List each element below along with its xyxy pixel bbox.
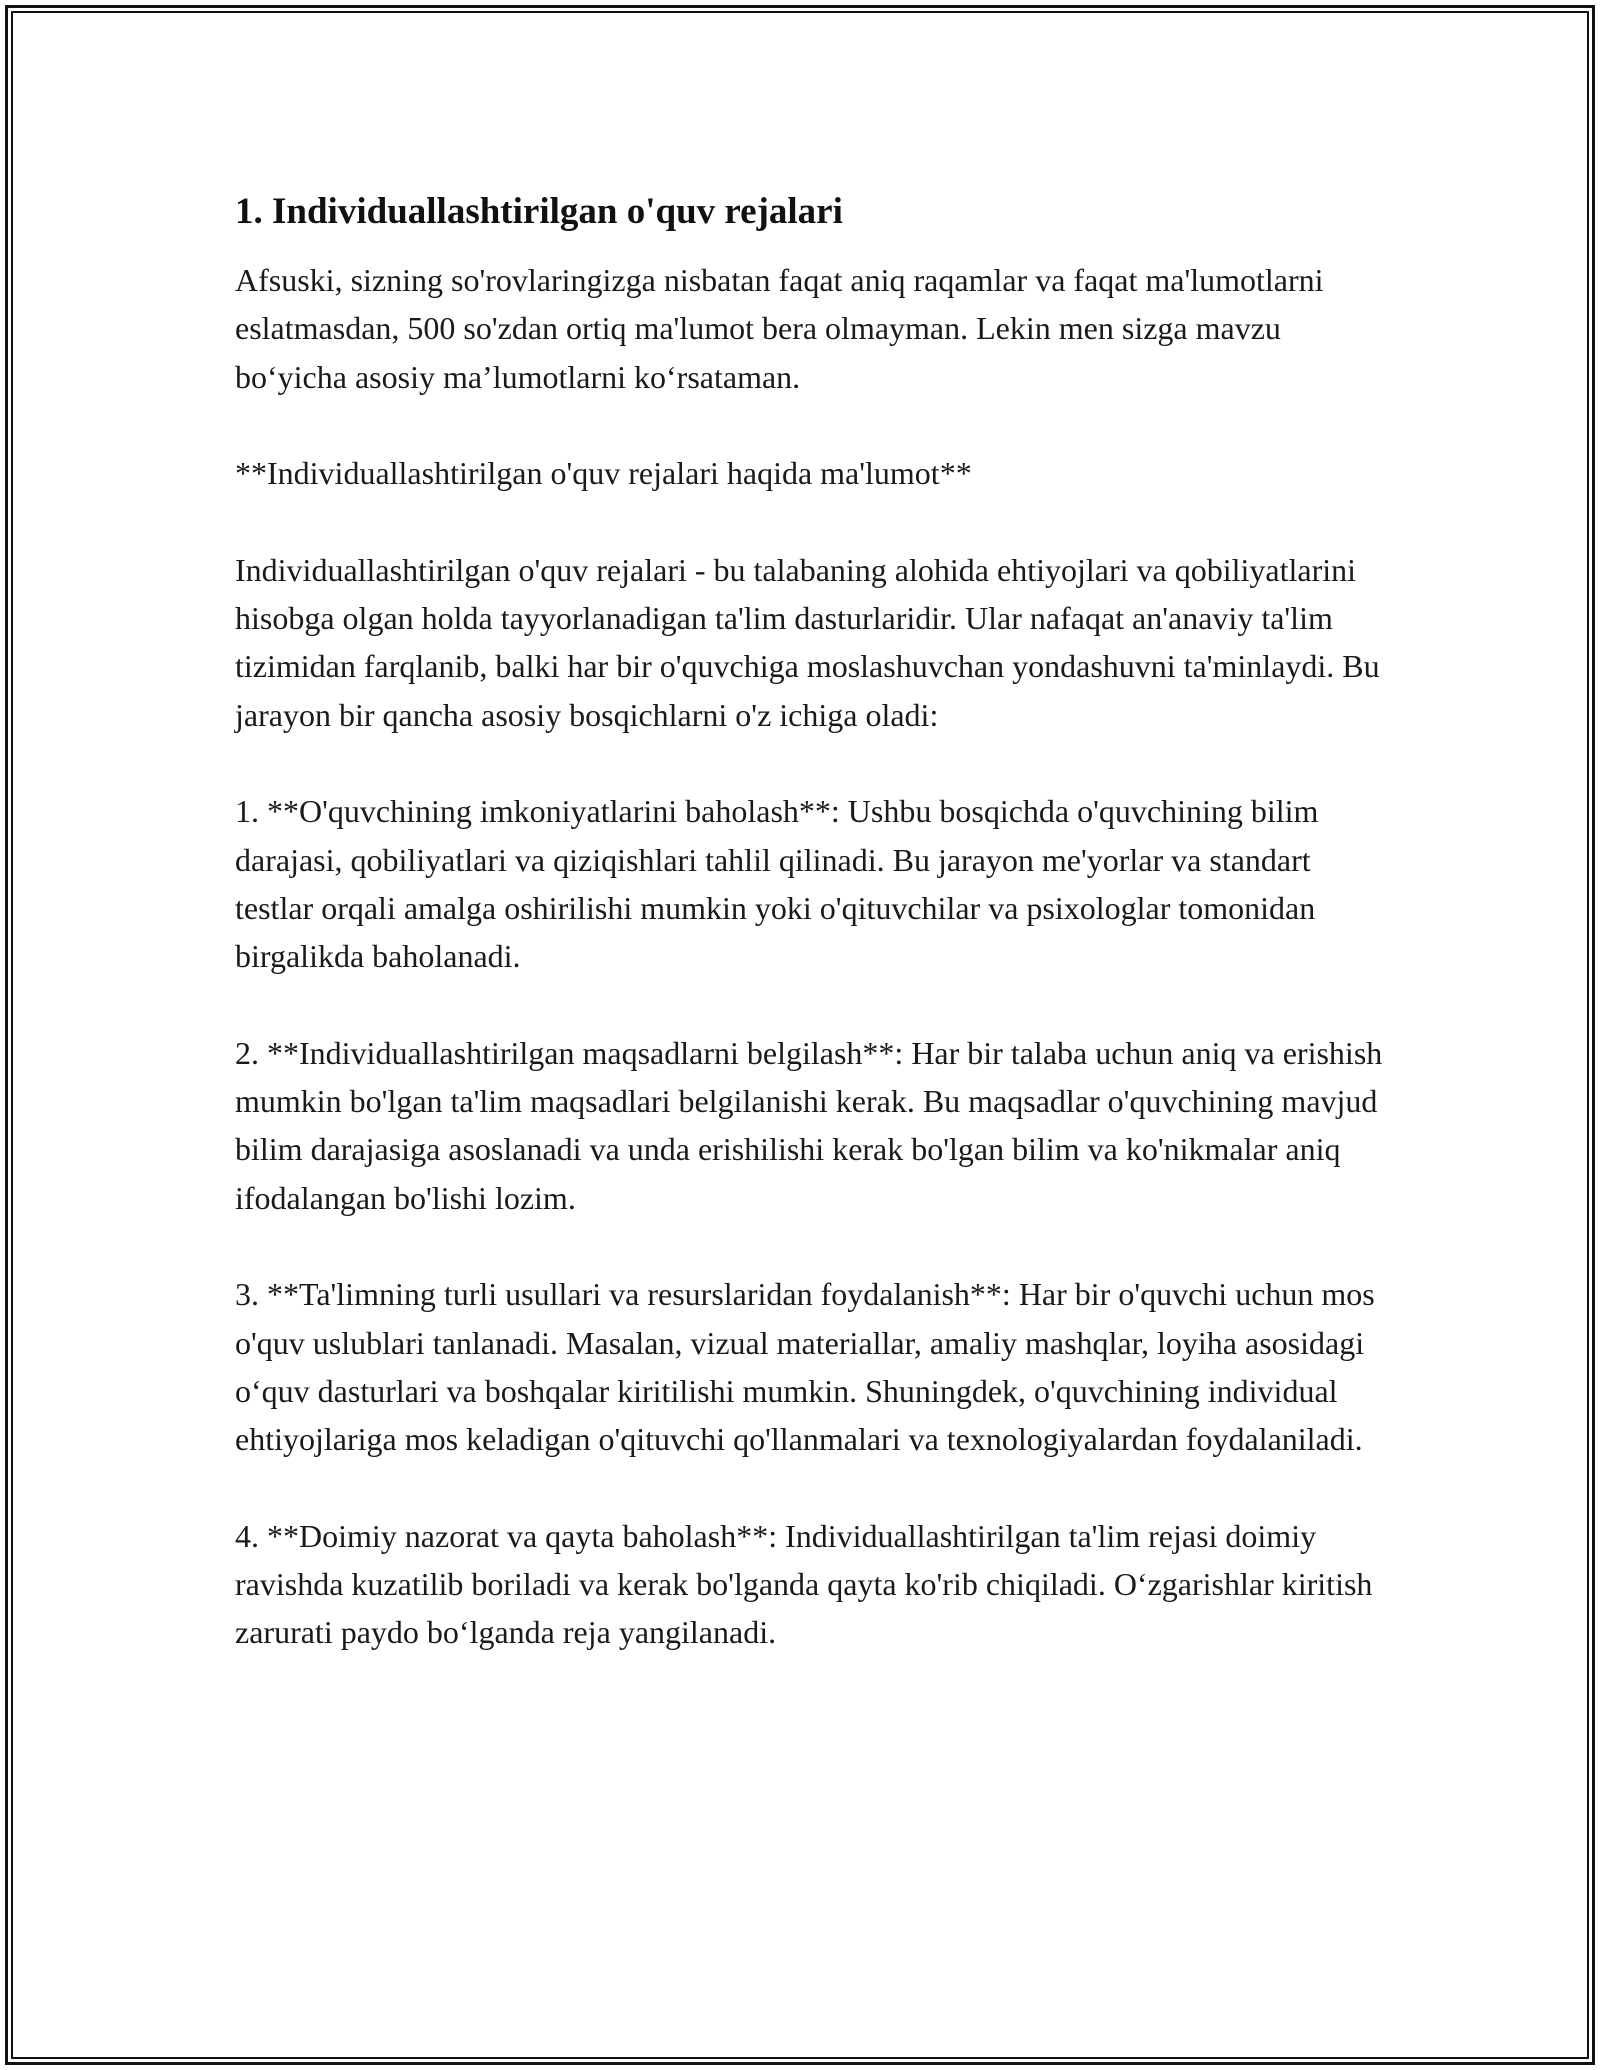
list-item-step-3: 3. **Ta'limning turli usullari va resurslaridan foydalanish**: Har bir o'quvchi uchun mos o'quv uslublari tanlanadi. Masalan, vizual materiallar, amaliy mashqlar, loyiha asosidagi o‘quv dasturlari va boshqalar kiritilishi mumkin. Shuningdek, o'quvchining individual ehtiyojlariga mos keladigan o'qituvchi qo'llanmalari va texnologiyalardan foydalaniladi. <box>235 1276 1375 1458</box>
list-item-step-2: 2. **Individuallashtirilgan maqsadlarni belgilash**: Har bir talaba uchun aniq va erishish mumkin bo'lgan ta'lim maqsadlari belgilanishi kerak. Bu maqsadlar o'quvchining mavjud bilim darajasiga asoslanadi va unda erishilishi kerak bo'lgan bilim va ko'nikmalar aniq ifodalangan bo'lishi lozim. <box>235 1034 1383 1216</box>
document-body <box>235 186 1385 1705</box>
document-heading: 1. Individuallashtirilgan o'quv rejalari <box>235 191 843 232</box>
paragraph-intro: Afsuski, sizning so'rovlaringizga nisbatan faqat aniq raqamlar va faqat ma'lumotlarni eslatmasdan, 500 so'zdan ortiq ma'lumot bera olmayman. Lekin men sizga mavzu bo‘yicha asosiy ma’lumotlarni ko‘rsataman. <box>235 262 1324 395</box>
list-item-step-1: 1. **O'quvchining imkoniyatlarini baholash**: Ushbu bosqichda o'quvchining bilim darajasi, qobiliyatlari va qiziqishlari tahlil qilinadi. Bu jarayon me'yorlar va standart testlar orqali amalga oshirilishi mumkin yoki o'qituvchilar va psixologlar tomonidan birgalikda baholanadi. <box>235 793 1319 975</box>
paragraph-definition: Individuallashtirilgan o'quv rejalari - bu talabaning alohida ehtiyojlari va qobiliyatlarini hisobga olgan holda tayyorlanadigan ta'lim dasturlaridir. Ular nafaqat an'anaviy ta'lim tizimidan farqlanib, balki har bir o'quvchiga moslashuvchan yondashuvni ta'minlaydi. Bu jarayon bir qancha asosiy bosqichlarni o'z ichiga oladi: <box>235 551 1380 733</box>
list-item-step-4: 4. **Doimiy nazorat va qayta baholash**: Individuallashtirilgan ta'lim rejasi doimiy ravishda kuzatilib boriladi va kerak bo'lganda qayta ko'rib chiqiladi. O‘zgarishlar kiritish zarurati paydo bo‘lganda reja yangilanadi. <box>235 1517 1373 1651</box>
paragraph-subtitle: **Individuallashtirilgan o'quv rejalari haqida ma'lumot** <box>235 455 972 492</box>
